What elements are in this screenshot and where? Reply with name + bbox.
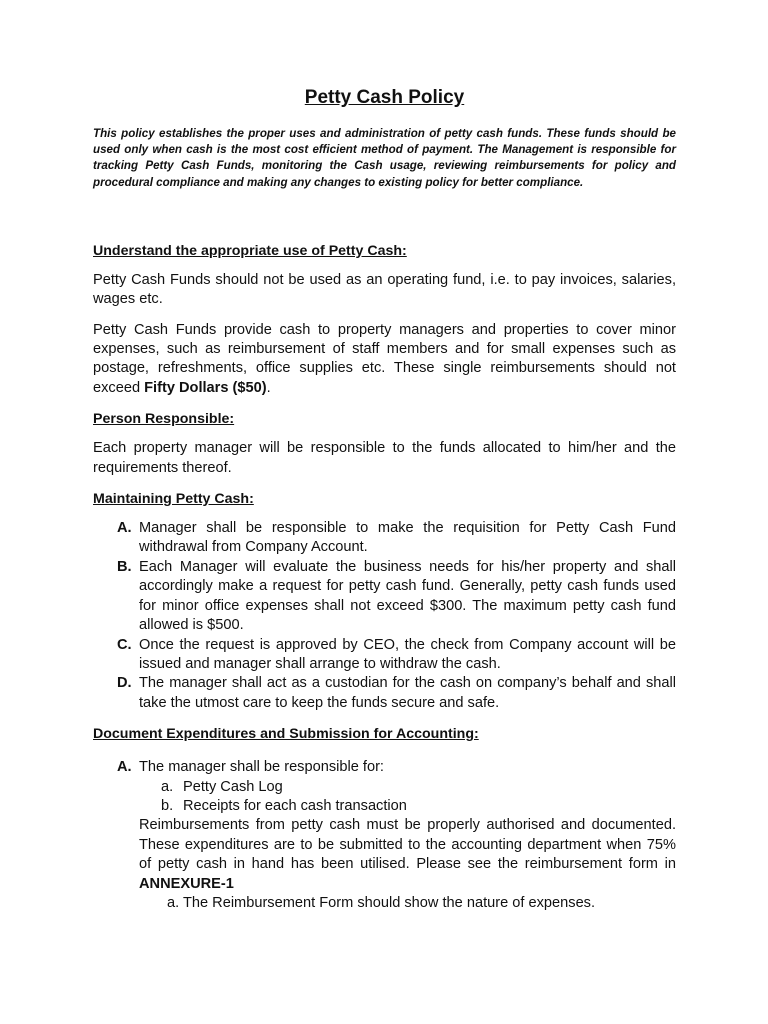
section-heading-maintaining-petty-cash: Maintaining Petty Cash:	[93, 491, 254, 508]
appropriate-use-paragraph-2-text: Petty Cash Funds provide cash to property managers and properties to cover minor expenses, such as reimbursement of staff members and for small expenses such as postage, refreshments, office supplies etc. These single reimbursements should not exceed	[93, 321, 676, 396]
list-marker: C.	[117, 636, 132, 653]
list-item-text: Each Manager will evaluate the business needs for his/her property and shall accordingly make a request for petty cash fund. Generally, petty cash funds used for minor office expenses shall not exceed $300. The maximum petty cash fund allowed is $500.	[139, 558, 676, 634]
reimbursement-paragraph-text: Reimbursements from petty cash must be properly authorised and documented. These expenditures are to be submitted to the accounting department when 75% of petty cash in hand has been utilised. Please see the reimbursement form in	[139, 817, 676, 873]
list-item	[93, 674, 676, 713]
document-expenditures-list	[93, 758, 676, 913]
document-title: Petty Cash Policy	[304, 87, 465, 108]
reimbursement-paragraph	[139, 816, 676, 894]
list-item-content	[139, 758, 676, 913]
fifty-dollars-limit: Fifty Dollars ($50)	[144, 379, 267, 396]
list-item	[93, 758, 676, 913]
appropriate-use-paragraph-2	[93, 321, 676, 399]
sub-list-marker: b.	[161, 797, 174, 814]
section-heading-person-responsible: Person Responsible:	[93, 411, 235, 428]
maintaining-petty-cash-list	[93, 519, 676, 713]
list-item-lead: The manager shall be responsible for:	[139, 759, 384, 776]
list-marker: A.	[117, 520, 132, 537]
list-item-text: Once the request is approved by CEO, the check from Company account will be issued and manager shall arrange to withdraw the cash.	[139, 636, 676, 672]
sub-list	[139, 778, 676, 817]
list-item	[93, 636, 676, 675]
sub-list-marker: a.	[161, 778, 174, 795]
sub-list-item	[139, 778, 676, 797]
person-responsible-paragraph: Each property manager will be responsible to the funds allocated to him/her and the requirements thereof.	[93, 440, 676, 476]
list-item-text: The manager shall act as a custodian for the cash on company’s behalf and shall take the utmost care to keep the funds secure and safe.	[139, 675, 676, 711]
annexure-reference: ANNEXURE-1	[139, 875, 234, 892]
list-marker: A.	[117, 759, 132, 776]
policy-intro: This policy establishes the proper uses and administration of petty cash funds. These funds should be used only when cash is the most cost efficient method of payment. The Management is responsible for tracking Petty Cash Funds, monitoring the Cash usage, reviewing reimbursements for policy and procedural compliance and making any changes to existing policy for better compliance.	[93, 127, 676, 189]
list-marker: D.	[117, 675, 132, 692]
list-marker: B.	[117, 558, 132, 575]
list-item-text: Manager shall be responsible to make the requisition for Petty Cash Fund withdrawal from Company Account.	[139, 520, 676, 556]
document-page	[93, 86, 676, 924]
appropriate-use-paragraph-1: Petty Cash Funds should not be used as an operating fund, i.e. to pay invoices, salaries, wages etc.	[93, 271, 676, 308]
appropriate-use-paragraph-2-end: .	[266, 379, 271, 396]
list-item	[93, 558, 676, 636]
sub-list-item-text: Receipts for each cash transaction	[183, 797, 407, 814]
section-heading-document-expenditures: Document Expenditures and Submission for Accounting:	[93, 726, 479, 743]
section-heading-appropriate-use: Understand the appropriate use of Petty Cash:	[93, 242, 407, 259]
sub-list-item-text: Petty Cash Log	[183, 778, 283, 795]
list-item	[93, 519, 676, 558]
sub-list-item	[139, 797, 676, 816]
reimbursement-form-note: a. The Reimbursement Form should show the nature of expenses.	[167, 894, 596, 911]
